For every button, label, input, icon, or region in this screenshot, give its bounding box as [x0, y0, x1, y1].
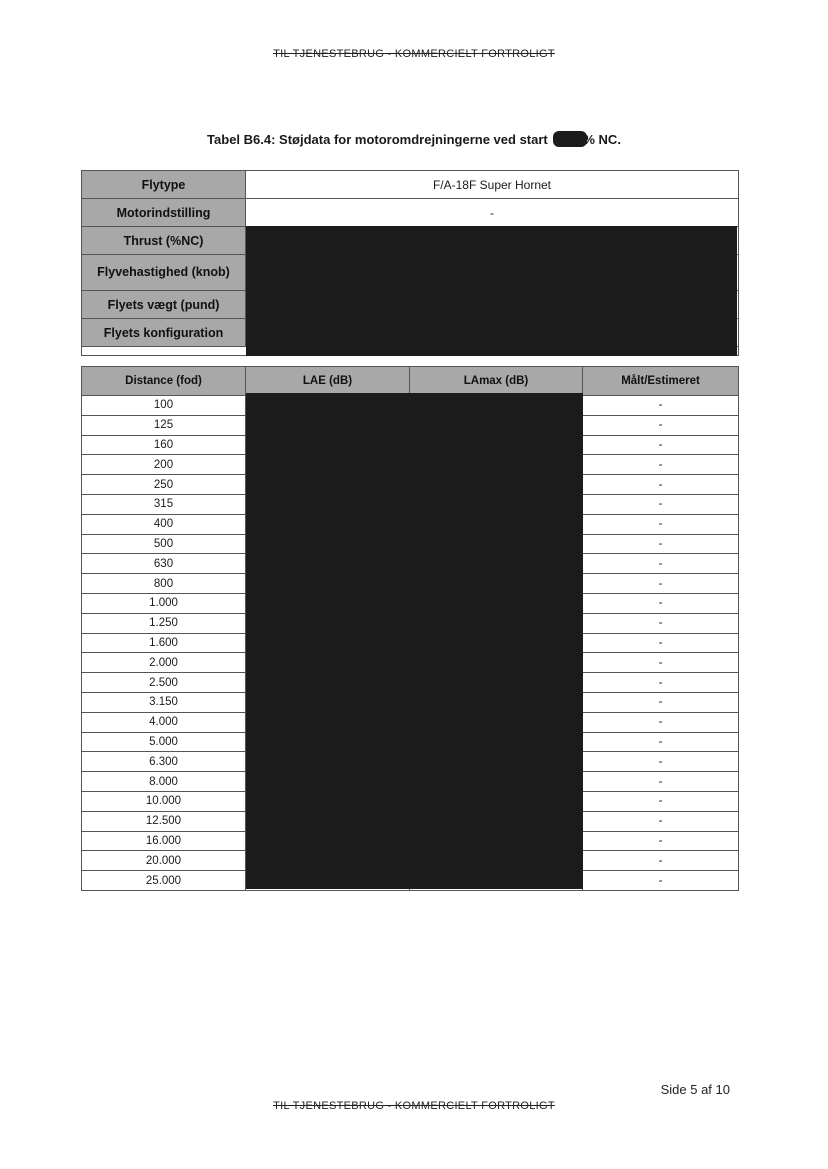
header-lae: LAE (dB): [246, 367, 410, 396]
footer-classification: TIL TJENESTEBRUG - KOMMERCIELT FORTROLIGT: [273, 1100, 555, 1112]
measured-cell: -: [583, 514, 739, 534]
distance-cell: 100: [82, 396, 246, 416]
measured-cell: -: [583, 791, 739, 811]
distance-cell: 2.000: [82, 653, 246, 673]
measured-cell: -: [583, 455, 739, 475]
measured-cell: -: [583, 752, 739, 772]
distance-cell: 6.300: [82, 752, 246, 772]
measured-cell: -: [583, 574, 739, 594]
distance-cell: 5.000: [82, 732, 246, 752]
measured-cell: -: [583, 633, 739, 653]
measured-cell: -: [583, 712, 739, 732]
distance-cell: 400: [82, 514, 246, 534]
measured-cell: -: [583, 415, 739, 435]
distance-cell: 315: [82, 494, 246, 514]
distance-cell: 500: [82, 534, 246, 554]
header-measured: Målt/Estimeret: [583, 367, 739, 396]
distance-cell: 20.000: [82, 851, 246, 871]
distance-cell: 16.000: [82, 831, 246, 851]
measured-cell: -: [583, 494, 739, 514]
measured-cell: -: [583, 692, 739, 712]
distance-cell: 1.600: [82, 633, 246, 653]
redaction-block-noise: [246, 393, 583, 889]
measured-cell: -: [583, 396, 739, 416]
info-label: Flyvehastighed (knob): [82, 255, 246, 291]
info-label: Thrust (%NC): [82, 227, 246, 255]
info-row-flytype: [82, 171, 739, 199]
measured-cell: -: [583, 732, 739, 752]
info-label: Motorindstilling: [82, 199, 246, 227]
distance-cell: 200: [82, 455, 246, 475]
info-value: -: [246, 199, 739, 227]
measured-cell: -: [583, 871, 739, 891]
distance-cell: 12.500: [82, 811, 246, 831]
info-label: Flyets vægt (pund): [82, 291, 246, 319]
measured-cell: -: [583, 851, 739, 871]
info-label: Flytype: [82, 171, 246, 199]
distance-cell: 160: [82, 435, 246, 455]
measured-cell: -: [583, 653, 739, 673]
info-label: Flyets konfiguration: [82, 319, 246, 347]
table-title-text: Tabel B6.4: Støjdata for motoromdrejningerne ved start: [207, 132, 552, 147]
measured-cell: -: [583, 613, 739, 633]
distance-cell: 250: [82, 475, 246, 495]
header-distance: Distance (fod): [82, 367, 246, 396]
distance-cell: 8.000: [82, 772, 246, 792]
distance-cell: 1.250: [82, 613, 246, 633]
info-row-motorindstilling: [82, 199, 739, 227]
measured-cell: -: [583, 831, 739, 851]
measured-cell: -: [583, 811, 739, 831]
measured-cell: -: [583, 772, 739, 792]
redaction-block-info: [246, 226, 737, 356]
distance-cell: 2.500: [82, 673, 246, 693]
distance-cell: 800: [82, 574, 246, 594]
distance-cell: 630: [82, 554, 246, 574]
header-lamax: LAmax (dB): [410, 367, 583, 396]
distance-cell: 1.000: [82, 593, 246, 613]
table-title-suffix: % NC.: [583, 132, 621, 147]
measured-cell: -: [583, 534, 739, 554]
measured-cell: -: [583, 554, 739, 574]
measured-cell: -: [583, 673, 739, 693]
header-classification: TIL TJENESTEBRUG - KOMMERCIELT FORTROLIGT: [273, 48, 555, 60]
table-title: [0, 131, 828, 147]
measured-cell: -: [583, 593, 739, 613]
distance-cell: 3.150: [82, 692, 246, 712]
measured-cell: -: [583, 475, 739, 495]
distance-cell: 25.000: [82, 871, 246, 891]
measured-cell: -: [583, 435, 739, 455]
info-value: F/A-18F Super Hornet: [246, 171, 739, 199]
distance-cell: 125: [82, 415, 246, 435]
distance-cell: 4.000: [82, 712, 246, 732]
page-number: Side 5 af 10: [660, 1082, 730, 1097]
distance-cell: 10.000: [82, 791, 246, 811]
noise-header-row: [82, 367, 739, 396]
